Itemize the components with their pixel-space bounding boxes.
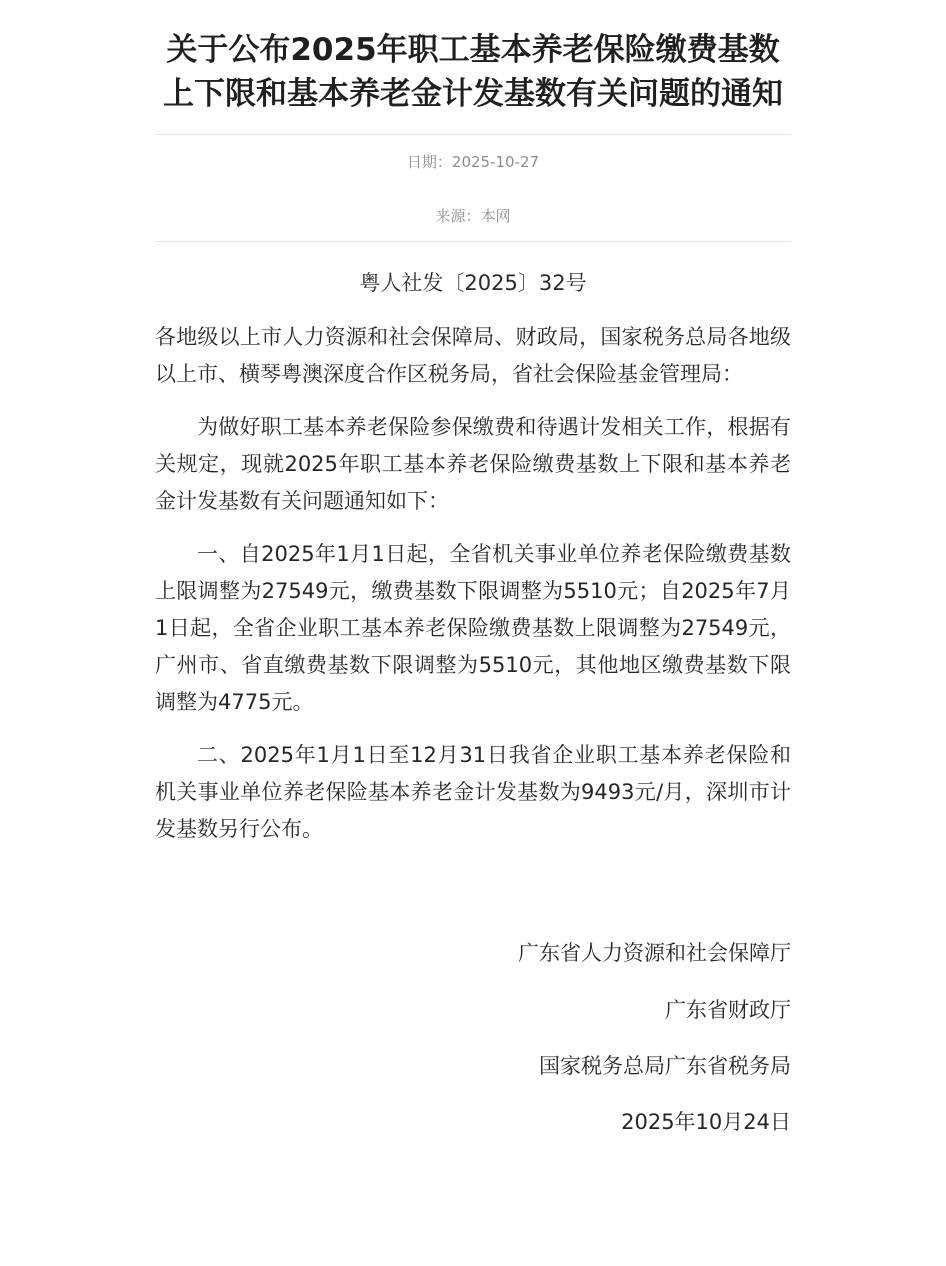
body-paragraph: 为做好职工基本养老保险参保缴费和待遇计发相关工作，根据有关规定，现就2025年职工基本养老保险缴费基数上下限和基本养老金计发基数有关问题通知如下： <box>155 415 791 513</box>
signature-issuer-hrss: 广东省人力资源和社会保障厅 <box>518 941 791 965</box>
article-source: 来源：本网 <box>435 207 511 225</box>
publish-date: 日期：2025-10-27 <box>406 153 540 171</box>
body-paragraph: 二、2025年1月1日至12月31日我省企业职工基本养老保险和机关事业单位养老保险基本养老金计发基数为9493元/月，深圳市计发基数另行公布。 <box>155 743 791 841</box>
article-title: 关于公布2025年职工基本养老保险缴费基数上下限和基本养老金计发基数有关问题的通知 <box>163 32 783 112</box>
title-divider <box>155 134 791 135</box>
signature-date: 2025年10月24日 <box>621 1110 791 1134</box>
article <box>155 0 791 1137</box>
body-paragraph: 一、自2025年1月1日起，全省机关事业单位养老保险缴费基数上限调整为27549元，缴费基数下限调整为5510元；自2025年7月1日起，全省企业职工基本养老保险缴费基数上限调整为27549元，广州市、省直缴费基数下限调整为5510元，其他地区缴费基数下限调整为4775元。 <box>155 542 791 714</box>
meta-divider <box>155 241 791 242</box>
document-number: 粤人社发〔2025〕32号 <box>359 271 587 295</box>
signature-issuer-finance: 广东省财政厅 <box>665 998 791 1022</box>
salutation: 各地级以上市人力资源和社会保障局、财政局，国家税务总局各地级以上市、横琴粤澳深度合作区税务局，省社会保险基金管理局： <box>155 325 791 386</box>
signature-issuer-tax: 国家税务总局广东省税务局 <box>539 1054 791 1078</box>
